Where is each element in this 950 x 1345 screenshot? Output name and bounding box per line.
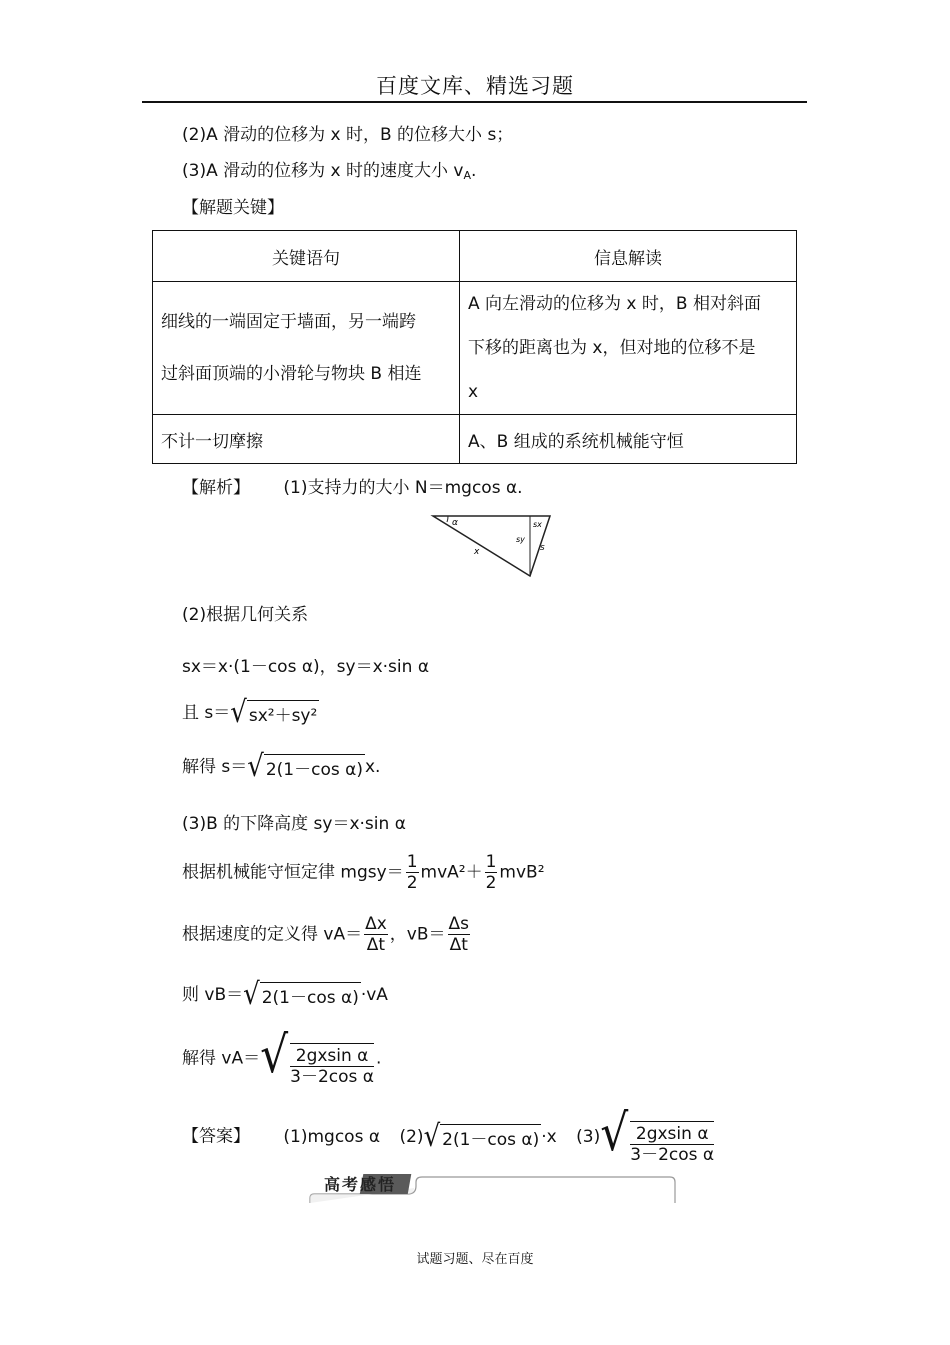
angle-arc	[447, 516, 448, 522]
energy-prefix: 根据机械能守恒定律 mgsy＝	[182, 862, 404, 883]
fraction-numerator: Δs	[448, 914, 470, 934]
fraction-numerator: 1	[485, 852, 497, 872]
answer-3-prefix: (3)	[576, 1126, 601, 1147]
answer-1: (1)mgcos α	[283, 1126, 381, 1147]
answer-line	[182, 1104, 716, 1165]
analysis-label: 【解析】	[182, 478, 250, 498]
final-prefix: 解得 vA＝	[182, 1048, 261, 1069]
dx-dt-fraction	[364, 914, 388, 955]
footer-text: 试题习题、尽在百度	[416, 1252, 534, 1267]
vb-eq	[182, 977, 388, 1013]
question-3-sub: A	[463, 169, 471, 182]
answer-2-radicand: 2(1－cos α)	[440, 1124, 541, 1150]
final-eq	[182, 1026, 382, 1087]
answer-2	[399, 1119, 557, 1154]
answer-3-fraction	[630, 1121, 714, 1165]
question-3-text: (3)A 滑动的位移为 x 时的速度大小 v	[182, 161, 464, 181]
answer-label: 【答案】	[182, 1126, 250, 1147]
table-header-row	[153, 231, 797, 282]
key-table	[152, 230, 797, 464]
eq-sx-sy: sx＝x·(1－cos α)，sy＝x·sin α	[182, 657, 430, 677]
sqrt-symbol: √ $\frac{\text{2gxsin α}}{\text{3－2cos α}}$	[260, 1026, 374, 1087]
sx-label: sx	[533, 520, 542, 529]
banner	[308, 1170, 678, 1204]
solve-s-radicand: 2(1－cos α)	[264, 754, 365, 780]
cell-line: 过斜面顶端的小滑轮与物块 B 相连	[161, 364, 422, 384]
table-header-info: 信息解读	[460, 231, 797, 282]
answer-2-suffix: ·x	[541, 1126, 557, 1147]
question-2: (2)A 滑动的位移为 x 时，B 的位移大小 s；	[182, 125, 514, 145]
key-heading: 【解题关键】	[182, 198, 284, 218]
question-3	[182, 156, 476, 182]
answer-3	[576, 1104, 716, 1165]
answer-2-prefix: (2)	[399, 1126, 424, 1147]
final-fraction	[290, 1043, 374, 1087]
ds-dt-fraction	[448, 914, 471, 955]
fraction-denominator: 2	[406, 873, 418, 893]
velocity-prefix: 根据速度的定义得 vA＝	[182, 924, 363, 945]
half-fraction	[485, 852, 498, 893]
fraction-numerator: 2gxsin α	[290, 1046, 374, 1067]
x-label: x	[474, 547, 480, 557]
energy-eq	[182, 852, 545, 893]
cell-line: 细线的一端固定于墙面，另一端跨	[161, 312, 416, 332]
incline-figure	[430, 512, 555, 580]
half-fraction	[406, 852, 419, 893]
eq-s	[182, 695, 319, 731]
solve-s	[182, 749, 381, 785]
cell-line: x	[468, 382, 479, 402]
analysis-line-1	[182, 473, 523, 498]
fraction-numerator: 1	[406, 852, 418, 872]
analysis-p1: (1)支持力的大小 N＝mgcos α.	[283, 478, 523, 498]
sqrt-symbol: √ 2(1－cos α)	[423, 1119, 540, 1154]
fraction-denominator: 2	[485, 873, 497, 893]
header-rule	[142, 101, 807, 103]
sqrt-symbol: √ 2(1－cos α)	[247, 749, 363, 785]
sqrt-symbol: √ sx²＋sy²	[230, 695, 318, 731]
solve-s-prefix: 解得 s＝	[182, 757, 248, 777]
fraction-denominator: Δt	[366, 935, 386, 955]
fraction-numerator: Δx	[365, 914, 387, 934]
table-cell-sentence	[153, 282, 460, 415]
fraction-denominator: Δt	[449, 935, 468, 955]
analysis-p3: (3)B 的下降高度 sy＝x·sin α	[182, 814, 406, 834]
table-cell-info: A、B 组成的系统机械能守恒	[460, 415, 797, 464]
final-suffix: .	[376, 1048, 382, 1069]
cell-line: A 向左滑动的位移为 x 时，B 相对斜面	[468, 294, 761, 314]
sqrt-symbol: √ $\frac{\text{2gxsin α}}{\text{3－2cos α}}$	[600, 1104, 715, 1165]
fraction-denominator: 3－2cos α	[290, 1067, 374, 1087]
banner-text: 高考感悟	[324, 1175, 397, 1194]
eq-s-prefix: 且 s＝	[182, 703, 231, 723]
energy-term-a: mvA²＋	[420, 862, 483, 883]
table-cell-sentence: 不计一切摩擦	[153, 415, 460, 464]
sy-label: sy	[516, 535, 525, 544]
header-title: 百度文库、精选习题	[376, 74, 574, 98]
fraction-denominator: 3－2cos α	[630, 1145, 715, 1165]
alpha-label: α	[452, 518, 458, 528]
velocity-eq	[182, 914, 472, 955]
eq-s-radicand: sx²＋sy²	[247, 700, 319, 726]
velocity-mid: ，vB＝	[389, 924, 446, 945]
table-row	[153, 415, 797, 464]
solve-s-suffix: x.	[364, 757, 381, 777]
table-row	[153, 282, 797, 415]
analysis-p2: (2)根据几何关系	[182, 605, 309, 625]
vb-radicand: 2(1－cos α)	[260, 982, 361, 1008]
table-header-sentence: 关键语句	[153, 231, 460, 282]
cell-line: 下移的距离也为 x，但对地的位移不是	[468, 338, 756, 358]
sqrt-symbol: √ 2(1－cos α)	[243, 977, 359, 1013]
energy-term-b: mvB²	[499, 862, 545, 883]
vb-suffix: ·vA	[360, 985, 388, 1005]
fraction-numerator: 2gxsin α	[630, 1124, 714, 1145]
question-3-end: .	[470, 161, 477, 181]
vb-prefix: 则 vB＝	[182, 985, 244, 1005]
s-label: s	[540, 543, 545, 553]
table-cell-info	[460, 282, 797, 415]
